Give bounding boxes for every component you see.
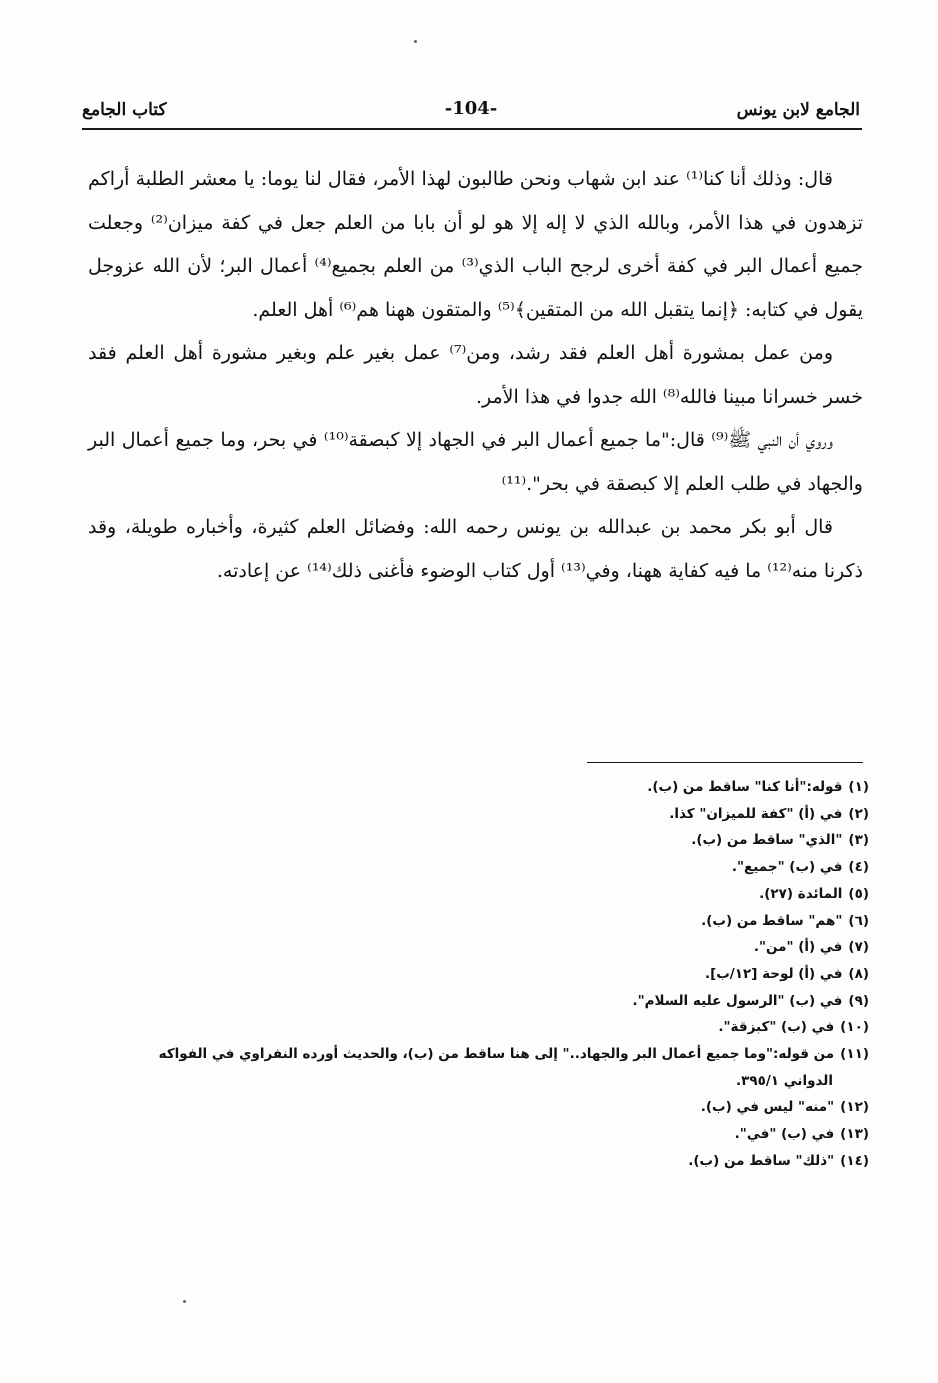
footnote <box>92 854 869 881</box>
paragraph-3: وروي أن النبي ﷺ⁽⁹⁾ قال:"ما جميع أعمال البر في الجهاد إلا كبصقة⁽¹⁰⁾ في بحر، وما جميع أعمال البر والجهاد في طلب العلم إلا كبصقة في بحر".⁽¹¹⁾ <box>88 429 863 495</box>
paragraph-1: قال: وذلك أنا كنا⁽¹⁾ عند ابن شهاب ونحن طالبون لهذا الأمر، فقال لنا يوما: يا معشر الطلبة أراكم تزهدون في هذا الأمر، وبالله الذي لا إله إلا هو لو أن بابا من العلم جعل في كفة ميزان⁽²⁾ وجعلت جميع أعمال البر في كفة أخرى لرجح الباب الذي⁽³⁾ من العلم بجميع⁽⁴⁾ أعمال البر؛ لأن الله عزوجل يقول في كتابه: ﴿إنما يتقبل الله من المتقين﴾⁽⁵⁾ والمتقون ههنا هم⁽⁶⁾ أهل العلم. <box>88 168 863 321</box>
footnote-mark: (٦) <box>848 912 869 929</box>
footnote <box>92 801 869 828</box>
footnote <box>92 827 869 854</box>
footnote <box>92 934 869 961</box>
footnote-text: في (أ) لوحة [١٢/ب]. <box>704 965 843 982</box>
footnote-mark: (١) <box>848 779 869 795</box>
footnote <box>92 908 869 935</box>
footnote-text: "هم" ساقط من (ب). <box>701 912 843 929</box>
footnote-mark: (١١) <box>840 1046 869 1063</box>
footnote <box>92 1121 869 1148</box>
footnote-text: في (أ) "كفة للميزان" كذا. <box>669 805 843 822</box>
footnote-separator <box>587 762 863 763</box>
footnote-text: "ذلك" ساقط من (ب). <box>688 1152 835 1169</box>
footnote <box>92 1014 869 1041</box>
scan-speck <box>414 40 417 43</box>
footnote-mark: (١٣) <box>840 1126 869 1143</box>
footnote-mark: (٨) <box>848 965 869 982</box>
footnote-text: "منه" ليس في (ب). <box>700 1099 835 1116</box>
footnote-text: المائدة (٢٧). <box>759 885 843 902</box>
paragraph-4: قال أبو بكر محمد بن عبدالله بن يونس رحمه الله: وفضائل العلم كثيرة، وأخباره طويلة، وقد ذكرنا منه⁽¹²⁾ ما فيه كفاية ههنا، وفي⁽¹³⁾ أول كتاب الوضوء فأغنى ذلك⁽¹⁴⁾ عن إعادته. <box>88 516 863 582</box>
footnote-mark: (٣) <box>848 832 869 849</box>
footnotes-list <box>92 774 869 1175</box>
footnote-text: في (ب) "كبزقة". <box>718 1019 835 1036</box>
header-rule <box>82 128 862 130</box>
footnote <box>92 988 869 1015</box>
footnote-mark: (٤) <box>848 859 869 876</box>
chapter-title: كتاب الجامع <box>82 100 167 120</box>
footnote-mark: (٧) <box>848 939 869 956</box>
footnote-text: "الذي" ساقط من (ب). <box>691 832 843 849</box>
footnote-mark: (٢) <box>848 805 869 822</box>
footnote-text: قوله:"أنا كنا" ساقط من (ب). <box>647 779 843 795</box>
paragraph-2: ومن عمل بمشورة أهل العلم فقد رشد، ومن⁽⁷⁾ عمل بغير علم وبغير مشورة أهل العلم فقد خسر خسرانا مبينا فالله⁽⁸⁾ الله جدوا في هذا الأمر. <box>88 342 863 408</box>
scan-speck <box>183 1300 186 1303</box>
main-text <box>88 158 863 593</box>
page-header <box>82 98 860 130</box>
footnote <box>92 1148 869 1175</box>
footnote-text: في (أ) "من". <box>753 939 843 956</box>
footnote <box>92 1041 869 1094</box>
footnote-mark: (١٤) <box>840 1152 869 1169</box>
page-number: -104- <box>444 98 498 119</box>
book-title: الجامع لابن يونس <box>736 100 860 120</box>
footnote-text: في (ب) "في". <box>734 1126 835 1143</box>
footnote-continuation: الدواني ٣٩٥/١. <box>736 1072 833 1089</box>
footnote-mark: (٥) <box>848 885 869 902</box>
footnote <box>92 774 869 801</box>
footnote <box>92 1094 869 1121</box>
footnote-text: من قوله:"وما جميع أعمال البر والجهاد.." إلى هنا ساقط من (ب)، والحديث أورده النفراوي في الفواكه <box>158 1046 835 1063</box>
footnote-mark: (١٢) <box>840 1099 869 1116</box>
footnote-text: في (ب) "الرسول عليه السلام". <box>632 992 843 1009</box>
footnote-mark: (٩) <box>848 992 869 1009</box>
footnote-mark: (١٠) <box>840 1019 869 1036</box>
footnote-text: في (ب) "جميع". <box>731 859 843 876</box>
footnote <box>92 881 869 908</box>
footnote <box>92 961 869 988</box>
